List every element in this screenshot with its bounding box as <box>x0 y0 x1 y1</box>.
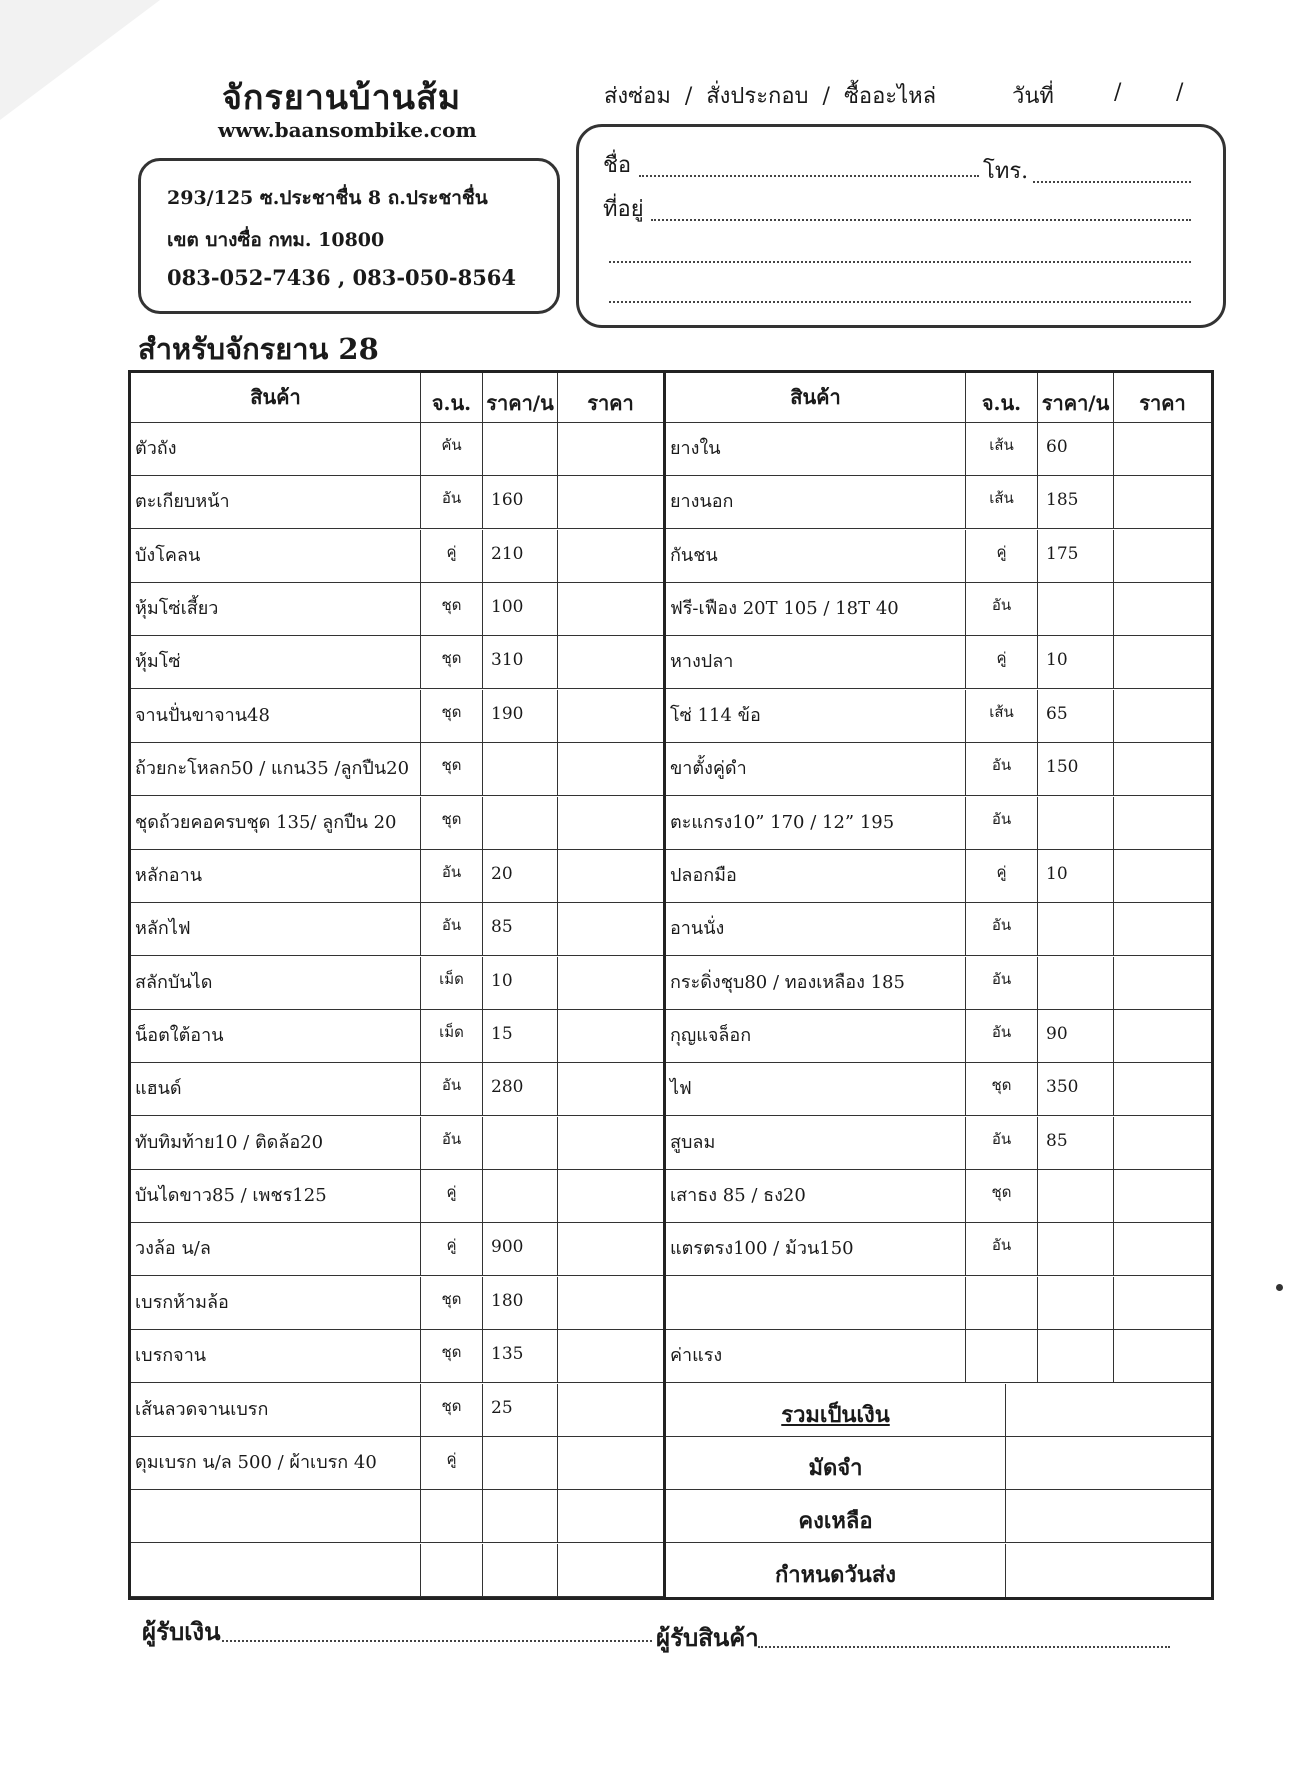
header-qty: จ.น. <box>966 373 1038 422</box>
customer-address-line3[interactable] <box>609 301 1191 303</box>
price-cell[interactable] <box>1114 1330 1211 1382</box>
shop-address-line1: 293/125 ซ.ประชาชื่น 8 ถ.ประชาชื่น <box>167 187 488 209</box>
item-name-cell: หลักอาน <box>131 850 421 902</box>
unit-price-cell <box>1038 583 1114 635</box>
item-name-cell: วงล้อ น/ล <box>131 1223 421 1275</box>
item-name-cell: บันไดขาว85 / เพชร125 <box>131 1170 421 1222</box>
unit-price-cell: 190 <box>483 690 558 742</box>
price-cell[interactable] <box>1114 957 1211 1009</box>
unit-price-cell <box>483 1170 558 1222</box>
unit-cell: ชุด <box>421 797 483 849</box>
header-price: ราคา <box>587 391 634 415</box>
item-name-cell: โซ่ 114 ข้อ <box>666 690 966 742</box>
table-row <box>131 1384 663 1437</box>
item-name-cell: แฮนด์ <box>131 1063 421 1115</box>
unit-cell: ชุด <box>421 583 483 635</box>
price-cell[interactable] <box>1114 1117 1211 1169</box>
table-row <box>131 636 663 689</box>
unit-cell: คู่ <box>966 636 1038 688</box>
table-row <box>131 583 663 636</box>
unit-cell: คู่ <box>421 530 483 582</box>
item-name-cell <box>131 1490 421 1542</box>
item-name-cell: ชุดถ้วยคอครบชุด 135/ ลูกปืน 20 <box>131 797 421 849</box>
unit-price-cell: 65 <box>1038 690 1114 742</box>
table-row <box>131 957 663 1010</box>
summary-deposit-value[interactable] <box>1006 1437 1211 1489</box>
unit-cell: อัน <box>421 850 483 902</box>
table-header-row <box>666 373 1211 423</box>
unit-price-cell: 150 <box>1038 743 1114 795</box>
table-row <box>666 1170 1211 1223</box>
price-cell[interactable] <box>1114 1170 1211 1222</box>
right-items-column <box>666 373 1211 1597</box>
table-row <box>131 1117 663 1170</box>
unit-price-cell <box>1038 1330 1114 1382</box>
item-name-cell: ตัวถัง <box>131 423 421 475</box>
price-cell[interactable] <box>558 690 663 742</box>
price-cell[interactable] <box>1114 743 1211 795</box>
table-row <box>666 636 1211 689</box>
unit-price-cell: 25 <box>483 1384 558 1436</box>
unit-cell: ชุด <box>421 690 483 742</box>
item-name-cell: บังโคลน <box>131 530 421 582</box>
service-parts: ซื้ออะไหล่ <box>843 84 937 109</box>
item-name-cell: เส้นลวดจานเบรก <box>131 1384 421 1436</box>
unit-cell: อัน <box>966 957 1038 1009</box>
unit-cell: อัน <box>966 583 1038 635</box>
unit-cell: คัน <box>421 423 483 475</box>
unit-price-cell: 160 <box>483 476 558 528</box>
price-cell[interactable] <box>558 583 663 635</box>
table-row <box>131 690 663 743</box>
table-row <box>666 1330 1211 1383</box>
unit-cell: อัน <box>966 743 1038 795</box>
customer-address-label: ที่อยู่ <box>603 197 644 222</box>
table-row <box>666 1277 1211 1330</box>
price-cell[interactable] <box>1114 797 1211 849</box>
item-name-cell: ยางใน <box>666 423 966 475</box>
table-header-row <box>131 373 663 423</box>
payment-receiver-signature-line[interactable] <box>222 1640 652 1642</box>
table-row <box>131 1437 663 1490</box>
table-row <box>666 423 1211 476</box>
item-name-cell: หุ้มโซ่ <box>131 636 421 688</box>
price-cell[interactable] <box>1114 903 1211 955</box>
unit-cell: ชุด <box>421 743 483 795</box>
unit-cell <box>421 1544 483 1596</box>
unit-price-cell <box>1038 903 1114 955</box>
summary-delivery-date-label: กำหนดวันส่ง <box>666 1544 1006 1597</box>
price-cell[interactable] <box>558 476 663 528</box>
summary-delivery-date-value[interactable] <box>1006 1544 1211 1597</box>
price-cell[interactable] <box>558 1544 663 1596</box>
item-name-cell: ตะแกรง10” 170 / 12” 195 <box>666 797 966 849</box>
table-row <box>666 957 1211 1010</box>
shop-name: จักรยานบ้านส้ม <box>222 78 462 118</box>
table-row <box>666 583 1211 636</box>
table-row <box>666 743 1211 796</box>
item-name-cell: เบรกห้ามล้อ <box>131 1277 421 1329</box>
unit-cell: คู่ <box>421 1223 483 1275</box>
unit-price-cell <box>1038 1223 1114 1275</box>
price-cell[interactable] <box>558 903 663 955</box>
table-row <box>131 1170 663 1223</box>
unit-price-cell: 20 <box>483 850 558 902</box>
punch-dot <box>1276 1284 1283 1291</box>
service-repair: ส่งซ่อม <box>604 84 671 109</box>
table-row <box>666 903 1211 956</box>
unit-price-cell <box>1038 797 1114 849</box>
price-cell[interactable] <box>1114 423 1211 475</box>
unit-price-cell: 10 <box>1038 636 1114 688</box>
item-name-cell: หุ้มโซ่เสี้ยว <box>131 583 421 635</box>
price-cell[interactable] <box>1114 636 1211 688</box>
price-cell[interactable] <box>1114 1223 1211 1275</box>
item-name-cell: ไฟ <box>666 1063 966 1115</box>
price-cell[interactable] <box>558 1384 663 1436</box>
header-unit-price: ราคา/น <box>483 373 558 422</box>
summary-row <box>666 1544 1211 1597</box>
unit-cell: ชุด <box>421 1330 483 1382</box>
table-row <box>131 743 663 796</box>
item-name-cell: สลักบันได <box>131 957 421 1009</box>
unit-cell: คู่ <box>421 1170 483 1222</box>
table-row <box>131 1223 663 1276</box>
price-cell[interactable] <box>558 743 663 795</box>
unit-cell <box>421 1490 483 1542</box>
unit-price-cell <box>483 1437 558 1489</box>
price-cell[interactable] <box>558 1330 663 1382</box>
goods-receiver-label: ผู้รับสินค้า <box>656 1623 759 1652</box>
table-row <box>666 530 1211 583</box>
summary-deposit-label: มัดจำ <box>666 1437 1006 1489</box>
unit-cell <box>966 1330 1038 1382</box>
item-name-cell: ค่าแรง <box>666 1330 966 1382</box>
customer-address-line1[interactable] <box>651 219 1191 221</box>
price-cell[interactable] <box>1114 476 1211 528</box>
summary-row <box>666 1384 1211 1437</box>
unit-price-cell <box>483 1490 558 1542</box>
item-name-cell <box>666 1277 966 1329</box>
item-name-cell: เสาธง 85 / ธง20 <box>666 1170 966 1222</box>
unit-price-cell: 180 <box>483 1277 558 1329</box>
price-cell[interactable] <box>558 1010 663 1062</box>
table-row <box>131 1277 663 1330</box>
price-cell[interactable] <box>558 1223 663 1275</box>
item-name-cell: น็อตใต้อาน <box>131 1010 421 1062</box>
unit-price-cell <box>1038 957 1114 1009</box>
item-name-cell: ทับทิมท้าย10 / ติดล้อ20 <box>131 1117 421 1169</box>
customer-phone-line[interactable] <box>1033 181 1191 183</box>
service-separator: / <box>684 84 693 109</box>
unit-cell: คู่ <box>966 850 1038 902</box>
unit-price-cell: 135 <box>483 1330 558 1382</box>
item-name-cell: สูบลม <box>666 1117 966 1169</box>
parts-price-table <box>128 370 1214 1600</box>
unit-price-cell: 10 <box>1038 850 1114 902</box>
date-separator: / <box>1176 80 1184 105</box>
unit-price-cell <box>483 1544 558 1596</box>
price-cell[interactable] <box>558 636 663 688</box>
price-cell[interactable] <box>1114 1063 1211 1115</box>
unit-price-cell <box>483 1117 558 1169</box>
service-separator: / <box>822 84 830 109</box>
price-cell[interactable] <box>558 530 663 582</box>
customer-info-box <box>576 124 1226 328</box>
unit-price-cell: 210 <box>483 530 558 582</box>
table-row <box>666 1223 1211 1276</box>
table-row <box>131 1010 663 1063</box>
bike-size-label: สำหรับจักรยาน 28 <box>138 332 379 366</box>
item-name-cell <box>131 1544 421 1596</box>
goods-receiver-signature-line[interactable] <box>758 1646 1170 1648</box>
table-row <box>666 476 1211 529</box>
unit-price-cell <box>1038 1277 1114 1329</box>
price-cell[interactable] <box>558 423 663 475</box>
table-row <box>666 690 1211 743</box>
folded-corner <box>0 0 160 120</box>
unit-cell: เม็ด <box>421 957 483 1009</box>
unit-cell: อัน <box>421 903 483 955</box>
item-name-cell: ขาตั้งคู่ดำ <box>666 743 966 795</box>
table-row <box>131 1544 663 1597</box>
price-cell[interactable] <box>558 850 663 902</box>
service-assemble: สั่งประกอบ <box>706 84 809 109</box>
table-row <box>666 850 1211 903</box>
unit-cell: อัน <box>966 1010 1038 1062</box>
summary-row <box>666 1437 1211 1490</box>
table-row <box>666 1010 1211 1063</box>
shop-address-line2: เขต บางซื่อ กทม. 10800 <box>167 229 385 251</box>
unit-price-cell: 90 <box>1038 1010 1114 1062</box>
shop-phones: 083-052-7436 , 083-050-8564 <box>167 265 517 290</box>
unit-price-cell: 100 <box>483 583 558 635</box>
header-unit-price: ราคา/น <box>1038 373 1114 422</box>
unit-cell: ชุด <box>421 1384 483 1436</box>
unit-cell: ชุด <box>421 1277 483 1329</box>
summary-total-value[interactable] <box>1006 1384 1211 1436</box>
item-name-cell: ปลอกมือ <box>666 850 966 902</box>
unit-price-cell <box>483 797 558 849</box>
summary-total-label: รวมเป็นเงิน <box>666 1384 1006 1436</box>
unit-price-cell <box>1038 1170 1114 1222</box>
unit-price-cell: 350 <box>1038 1063 1114 1115</box>
price-cell[interactable] <box>1114 690 1211 742</box>
header-qty: จ.น. <box>421 373 483 422</box>
unit-cell: อัน <box>966 903 1038 955</box>
unit-price-cell: 900 <box>483 1223 558 1275</box>
price-cell[interactable] <box>1114 1010 1211 1062</box>
price-cell[interactable] <box>1114 850 1211 902</box>
customer-name-label: ชื่อ <box>603 153 632 178</box>
table-row <box>131 1063 663 1116</box>
unit-price-cell: 60 <box>1038 423 1114 475</box>
price-cell[interactable] <box>1114 530 1211 582</box>
price-cell[interactable] <box>558 1437 663 1489</box>
header-item: สินค้า <box>666 373 966 422</box>
unit-cell: อัน <box>966 1223 1038 1275</box>
price-cell[interactable] <box>558 1490 663 1542</box>
item-name-cell: ถ้วยกะโหลก50 / แกน35 /ลูกปืน20 <box>131 743 421 795</box>
shop-address-box <box>138 158 560 314</box>
table-row <box>131 423 663 476</box>
price-cell[interactable] <box>558 797 663 849</box>
table-row <box>131 476 663 529</box>
item-name-cell: อานนั่ง <box>666 903 966 955</box>
summary-balance-label: คงเหลือ <box>666 1490 1006 1542</box>
unit-cell: คู่ <box>421 1437 483 1489</box>
item-name-cell: ฟรี-เฟือง 20T 105 / 18T 40 <box>666 583 966 635</box>
unit-cell: คู่ <box>966 530 1038 582</box>
unit-price-cell: 15 <box>483 1010 558 1062</box>
item-name-cell: จานปั่นขาจาน48 <box>131 690 421 742</box>
item-name-cell: หางปลา <box>666 636 966 688</box>
item-name-cell: หลักไฟ <box>131 903 421 955</box>
table-row <box>131 903 663 956</box>
header-item: สินค้า <box>131 373 421 422</box>
item-name-cell: กระดิ่งชุบ80 / ทองเหลือง 185 <box>666 957 966 1009</box>
summary-balance-value[interactable] <box>1006 1490 1211 1542</box>
price-cell[interactable] <box>1114 583 1211 635</box>
price-cell[interactable] <box>558 957 663 1009</box>
date-separator: / <box>1114 80 1122 105</box>
table-row <box>131 797 663 850</box>
item-name-cell: เบรกจาน <box>131 1330 421 1382</box>
unit-price-cell: 280 <box>483 1063 558 1115</box>
item-name-cell: ตะเกียบหน้า <box>131 476 421 528</box>
unit-cell: อัน <box>421 1063 483 1115</box>
customer-phone-label: โทร. <box>983 159 1029 184</box>
table-row <box>131 530 663 583</box>
customer-name-line[interactable] <box>639 175 979 177</box>
table-row <box>666 1117 1211 1170</box>
table-row <box>131 1490 663 1543</box>
item-name-cell: กันชน <box>666 530 966 582</box>
unit-price-cell <box>483 423 558 475</box>
unit-price-cell: 10 <box>483 957 558 1009</box>
unit-cell: ชุด <box>966 1063 1038 1115</box>
table-row <box>131 850 663 903</box>
unit-cell <box>966 1277 1038 1329</box>
table-row <box>666 1063 1211 1116</box>
item-name-cell: ยางนอก <box>666 476 966 528</box>
payment-receiver-label: ผู้รับเงิน <box>142 1617 221 1646</box>
unit-price-cell: 175 <box>1038 530 1114 582</box>
price-cell[interactable] <box>558 1170 663 1222</box>
price-cell[interactable] <box>1114 1277 1211 1329</box>
unit-price-cell: 85 <box>483 903 558 955</box>
item-name-cell: แตรตรง100 / ม้วน150 <box>666 1223 966 1275</box>
unit-cell: เส้น <box>966 476 1038 528</box>
customer-address-line2[interactable] <box>609 261 1191 263</box>
price-cell[interactable] <box>558 1063 663 1115</box>
unit-price-cell: 85 <box>1038 1117 1114 1169</box>
unit-price-cell: 185 <box>1038 476 1114 528</box>
service-options <box>604 78 936 113</box>
unit-cell: ชุด <box>421 636 483 688</box>
summary-row <box>666 1490 1211 1543</box>
unit-cell: อัน <box>966 1117 1038 1169</box>
unit-cell: เส้น <box>966 690 1038 742</box>
header-price: ราคา <box>1139 391 1186 415</box>
item-name-cell: ดุมเบรก น/ล 500 / ผ้าเบรก 40 <box>131 1437 421 1489</box>
unit-cell: ชุด <box>966 1170 1038 1222</box>
price-cell[interactable] <box>558 1277 663 1329</box>
unit-cell: เม็ด <box>421 1010 483 1062</box>
unit-price-cell <box>483 743 558 795</box>
shop-website: www.baansombike.com <box>218 118 477 142</box>
unit-cell: เส้น <box>966 423 1038 475</box>
date-label: วันที่ <box>1012 84 1054 109</box>
table-row <box>131 1330 663 1383</box>
unit-cell: อัน <box>421 476 483 528</box>
left-items-column <box>131 373 666 1597</box>
price-cell[interactable] <box>558 1117 663 1169</box>
table-row <box>666 797 1211 850</box>
item-name-cell: กุญแจล็อก <box>666 1010 966 1062</box>
unit-price-cell: 310 <box>483 636 558 688</box>
unit-cell: อัน <box>421 1117 483 1169</box>
unit-cell: อัน <box>966 797 1038 849</box>
